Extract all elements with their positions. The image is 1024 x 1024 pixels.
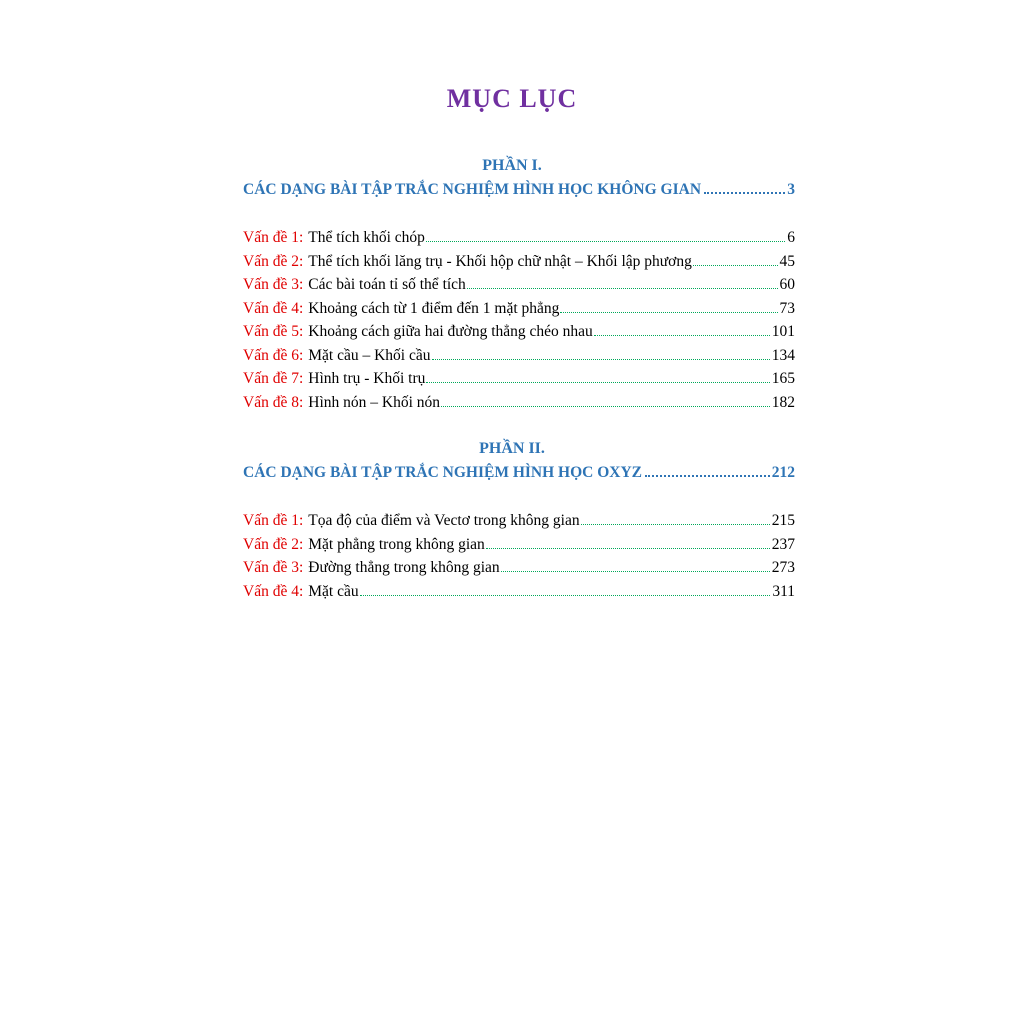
entry-title: Thể tích khối lăng trụ - Khối hộp chữ nhật – Khối lập phương <box>308 252 692 270</box>
entry-title: Khoảng cách từ 1 điểm đến 1 mặt phẳng <box>308 299 560 317</box>
entry-label: Vấn đề 3: <box>243 559 304 576</box>
entry-title: Hình nón – Khối nón <box>308 393 441 411</box>
toc-entry[interactable] <box>243 322 795 346</box>
entry-page: 45 <box>779 252 795 270</box>
part-1-heading: PHẦN I. <box>482 157 542 174</box>
part-2-title: CÁC DẠNG BÀI TẬP TRẮC NGHIỆM HÌNH HỌC OXYZ <box>243 464 643 481</box>
part-1-entries <box>243 228 795 416</box>
entry-title: Thể tích khối chóp <box>308 229 425 246</box>
part-1-title: CÁC DẠNG BÀI TẬP TRẮC NGHIỆM HÌNH HỌC KHÔNG GIAN <box>243 181 702 198</box>
page-title: MỤC LỤC <box>446 84 578 113</box>
entry-label: Vấn đề 8: <box>243 393 304 411</box>
entry-title: Các bài toán tỉ số thể tích <box>308 276 466 293</box>
part-1-page: 3 <box>787 181 795 198</box>
entry-page: 237 <box>771 535 795 553</box>
part-2-line <box>243 463 795 483</box>
toc-entry[interactable] <box>243 582 795 606</box>
entry-page: 165 <box>771 370 795 387</box>
entry-title: Hình trụ - Khối trụ <box>308 370 426 387</box>
dot-leader <box>426 241 785 242</box>
dot-leader <box>645 475 770 477</box>
entry-label: Vấn đề 7: <box>243 370 304 387</box>
entry-label: Vấn đề 2: <box>243 535 304 553</box>
toc-entry[interactable] <box>243 228 795 252</box>
dot-leader <box>501 571 770 572</box>
entry-label: Vấn đề 3: <box>243 276 304 293</box>
entry-page: 273 <box>771 559 795 576</box>
entry-page: 215 <box>771 512 795 529</box>
entry-title: Tọa độ của điểm và Vectơ trong không gian <box>308 512 580 529</box>
entry-page: 73 <box>779 299 795 317</box>
part-2-page: 212 <box>771 464 795 481</box>
dot-leader <box>560 312 777 313</box>
toc-entry[interactable] <box>243 558 795 582</box>
entry-page: 182 <box>771 393 795 411</box>
toc-entry[interactable] <box>243 535 795 559</box>
part-1-line <box>243 180 795 200</box>
entry-page: 101 <box>771 323 795 340</box>
dot-leader <box>441 406 770 407</box>
dot-leader <box>581 524 770 525</box>
entry-label: Vấn đề 4: <box>243 299 304 317</box>
entry-label: Vấn đề 1: <box>243 229 304 246</box>
entry-title: Mặt cầu – Khối cầu <box>308 346 431 364</box>
entry-page: 134 <box>771 346 795 364</box>
dot-leader <box>360 595 771 596</box>
entry-label: Vấn đề 1: <box>243 512 304 529</box>
dot-leader <box>467 288 778 289</box>
toc-entry[interactable] <box>243 369 795 393</box>
toc-entry[interactable] <box>243 275 795 299</box>
entry-title: Khoảng cách giữa hai đường thẳng chéo nhau <box>308 323 593 340</box>
toc-entry[interactable] <box>243 252 795 276</box>
dot-leader <box>486 548 770 549</box>
toc-entry[interactable] <box>243 299 795 323</box>
toc-entry[interactable] <box>243 346 795 370</box>
dot-leader <box>432 359 770 360</box>
part-2-entries <box>243 511 795 605</box>
entry-page: 60 <box>779 276 795 293</box>
part-2-heading: PHẦN II. <box>479 440 545 457</box>
dot-leader <box>594 335 770 336</box>
entry-title: Mặt phẳng trong không gian <box>308 535 485 553</box>
dot-leader <box>693 265 778 266</box>
entry-page: 311 <box>772 582 795 600</box>
dot-leader <box>426 382 769 383</box>
toc-entry[interactable] <box>243 393 795 417</box>
entry-label: Vấn đề 6: <box>243 346 304 364</box>
entry-label: Vấn đề 4: <box>243 582 304 600</box>
entry-page: 6 <box>787 229 795 246</box>
dot-leader <box>704 192 785 194</box>
entry-title: Mặt cầu <box>308 582 359 600</box>
entry-label: Vấn đề 2: <box>243 252 304 270</box>
toc-entry[interactable] <box>243 511 795 535</box>
entry-label: Vấn đề 5: <box>243 323 304 340</box>
entry-title: Đường thẳng trong không gian <box>308 559 500 576</box>
